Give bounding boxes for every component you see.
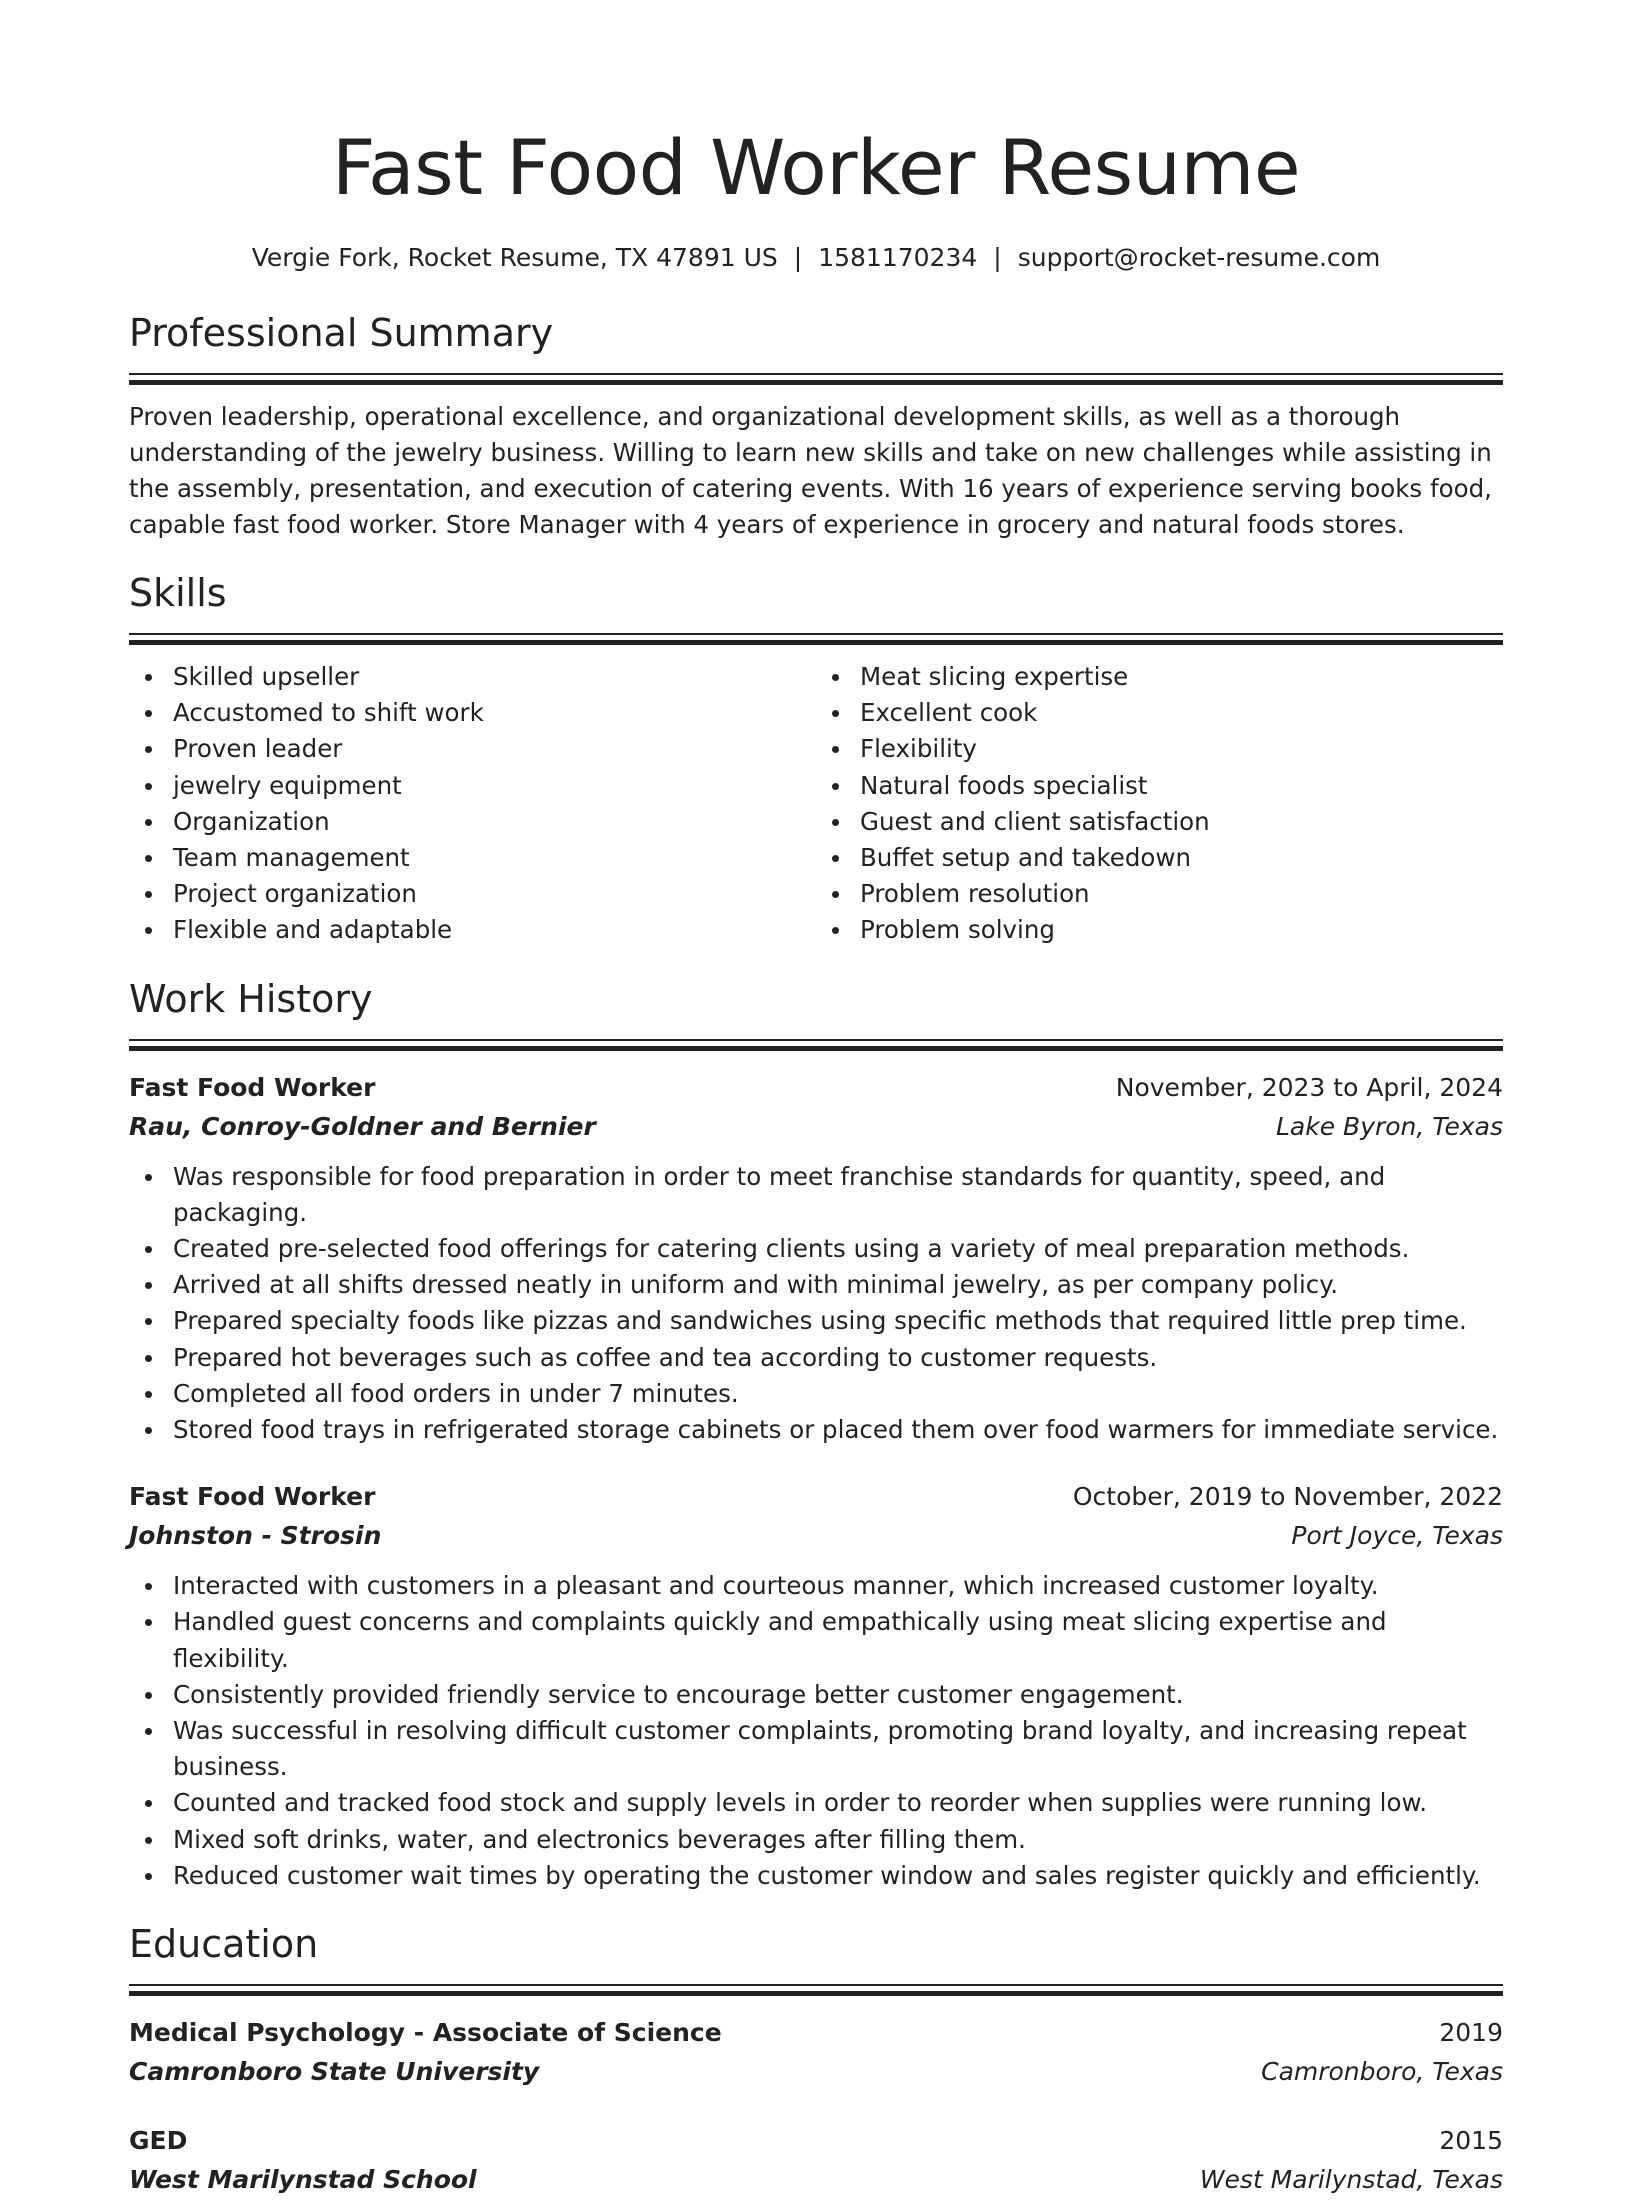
skills-list-right — [816, 659, 1503, 949]
skill-item: Project organization — [173, 876, 816, 912]
section-divider — [129, 1039, 1503, 1051]
job-duty: Was responsible for food preparation in order to meet franchise standards for quantity, speed, and packaging. — [173, 1159, 1503, 1231]
education-degree: Medical Psychology - Associate of Science — [129, 2018, 722, 2048]
skill-item: Flexibility — [860, 731, 1503, 767]
skill-item: Proven leader — [173, 731, 816, 767]
job-duty: Stored food trays in refrigerated storage cabinets or placed them over food warmers for immediate service. — [173, 1412, 1503, 1448]
contact-address: Vergie Fork, Rocket Resume, TX 47891 US — [251, 243, 778, 272]
section-divider — [129, 373, 1503, 385]
education-heading: Education — [129, 1922, 319, 1967]
job-title: Fast Food Worker — [129, 1482, 376, 1512]
job-company: Rau, Conroy-Goldner and Bernier — [129, 1111, 596, 1141]
skill-item: Skilled upseller — [173, 659, 816, 695]
section-divider — [129, 633, 1503, 645]
job-title: Fast Food Worker — [129, 1072, 376, 1102]
skill-item: jewelry equipment — [173, 768, 816, 804]
job-duty: Consistently provided friendly service to encourage better customer engagement. — [173, 1677, 1503, 1713]
education-location: Camronboro, Texas — [1261, 2057, 1503, 2087]
job-duty: Prepared specialty foods like pizzas and sandwiches using specific methods that required little prep time. — [173, 1303, 1503, 1339]
contact-separator: | — [993, 243, 1002, 272]
job-duty: Handled guest concerns and complaints quickly and empathically using meat slicing expertise and flexibility. — [173, 1604, 1503, 1676]
skill-item: Meat slicing expertise — [860, 659, 1503, 695]
job-duty: Counted and tracked food stock and supply levels in order to reorder when supplies were running low. — [173, 1785, 1503, 1821]
skill-item: Guest and client satisfaction — [860, 804, 1503, 840]
education-degree: GED — [129, 2126, 188, 2156]
summary-heading: Professional Summary — [129, 311, 554, 355]
work-history-heading: Work History — [129, 976, 373, 1021]
education-section — [129, 1920, 1503, 2200]
summary-text: Proven leadership, operational excellence, and organizational development skills, as well as a thorough understanding of the jewelry business. Willing to learn new skills and take on new challenges while assisting in the assembly, presentation, and execution of catering events. With 16 years of experience serving books food, capable fast food worker. Store Manager with 4 years of experience in grocery and natural foods stores. — [129, 402, 1492, 539]
job-duty: Was successful in resolving difficult customer complaints, promoting brand loyalty, and increasing repeat business. — [173, 1713, 1503, 1785]
job-duty: Interacted with customers in a pleasant and courteous manner, which increased customer loyalty. — [173, 1568, 1503, 1604]
contact-separator: | — [793, 243, 803, 272]
job-duties-list — [129, 1159, 1503, 1449]
education-year: 2019 — [1439, 2018, 1503, 2048]
skill-item: Natural foods specialist — [860, 768, 1503, 804]
education-entry — [129, 2122, 1503, 2200]
job-duty: Reduced customer wait times by operating the customer window and sales register quickly and efficiently. — [173, 1858, 1503, 1894]
education-location: West Marilynstad, Texas — [1199, 2165, 1503, 2195]
page-title: Fast Food Worker Resume — [331, 123, 1301, 212]
work-history-section — [129, 975, 1503, 1894]
job-duty: Created pre-selected food offerings for catering clients using a variety of meal preparation methods. — [173, 1231, 1503, 1267]
job-duty: Completed all food orders in under 7 minutes. — [173, 1376, 1503, 1412]
skills-columns — [129, 659, 1503, 949]
skill-item: Problem solving — [860, 912, 1503, 948]
job-location: Port Joyce, Texas — [1291, 1521, 1503, 1551]
job-dates: November, 2023 to April, 2024 — [1115, 1072, 1503, 1102]
skills-heading: Skills — [129, 571, 227, 615]
skill-item: Problem resolution — [860, 876, 1503, 912]
education-year: 2015 — [1439, 2126, 1503, 2156]
skill-item: Team management — [173, 840, 816, 876]
job-dates: October, 2019 to November, 2022 — [1072, 1482, 1503, 1512]
job-company: Johnston - Strosin — [129, 1521, 382, 1551]
skill-item: Excellent cook — [860, 695, 1503, 731]
contact-line — [129, 242, 1503, 274]
education-school: West Marilynstad School — [129, 2165, 477, 2195]
job-entry — [129, 1069, 1503, 1449]
skill-item: Flexible and adaptable — [173, 912, 816, 948]
job-duty: Arrived at all shifts dressed neatly in uniform and with minimal jewelry, as per company policy. — [173, 1267, 1503, 1303]
job-duty: Mixed soft drinks, water, and electronics beverages after filling them. — [173, 1822, 1503, 1858]
job-duty: Prepared hot beverages such as coffee and tea according to customer requests. — [173, 1340, 1503, 1376]
skill-item: Organization — [173, 804, 816, 840]
contact-email[interactable]: support@rocket-resume.com — [1017, 243, 1381, 272]
job-entry — [129, 1478, 1503, 1894]
section-divider — [129, 1984, 1503, 1996]
job-duties-list — [129, 1568, 1503, 1894]
skill-item: Accustomed to shift work — [173, 695, 816, 731]
skill-item: Buffet setup and takedown — [860, 840, 1503, 876]
education-school: Camronboro State University — [129, 2057, 540, 2087]
contact-phone: 1581170234 — [818, 243, 978, 272]
education-entry — [129, 2014, 1503, 2092]
summary-section — [129, 309, 1503, 543]
skills-section — [129, 569, 1503, 949]
job-location: Lake Byron, Texas — [1275, 1111, 1503, 1141]
skills-list-left — [129, 659, 816, 949]
